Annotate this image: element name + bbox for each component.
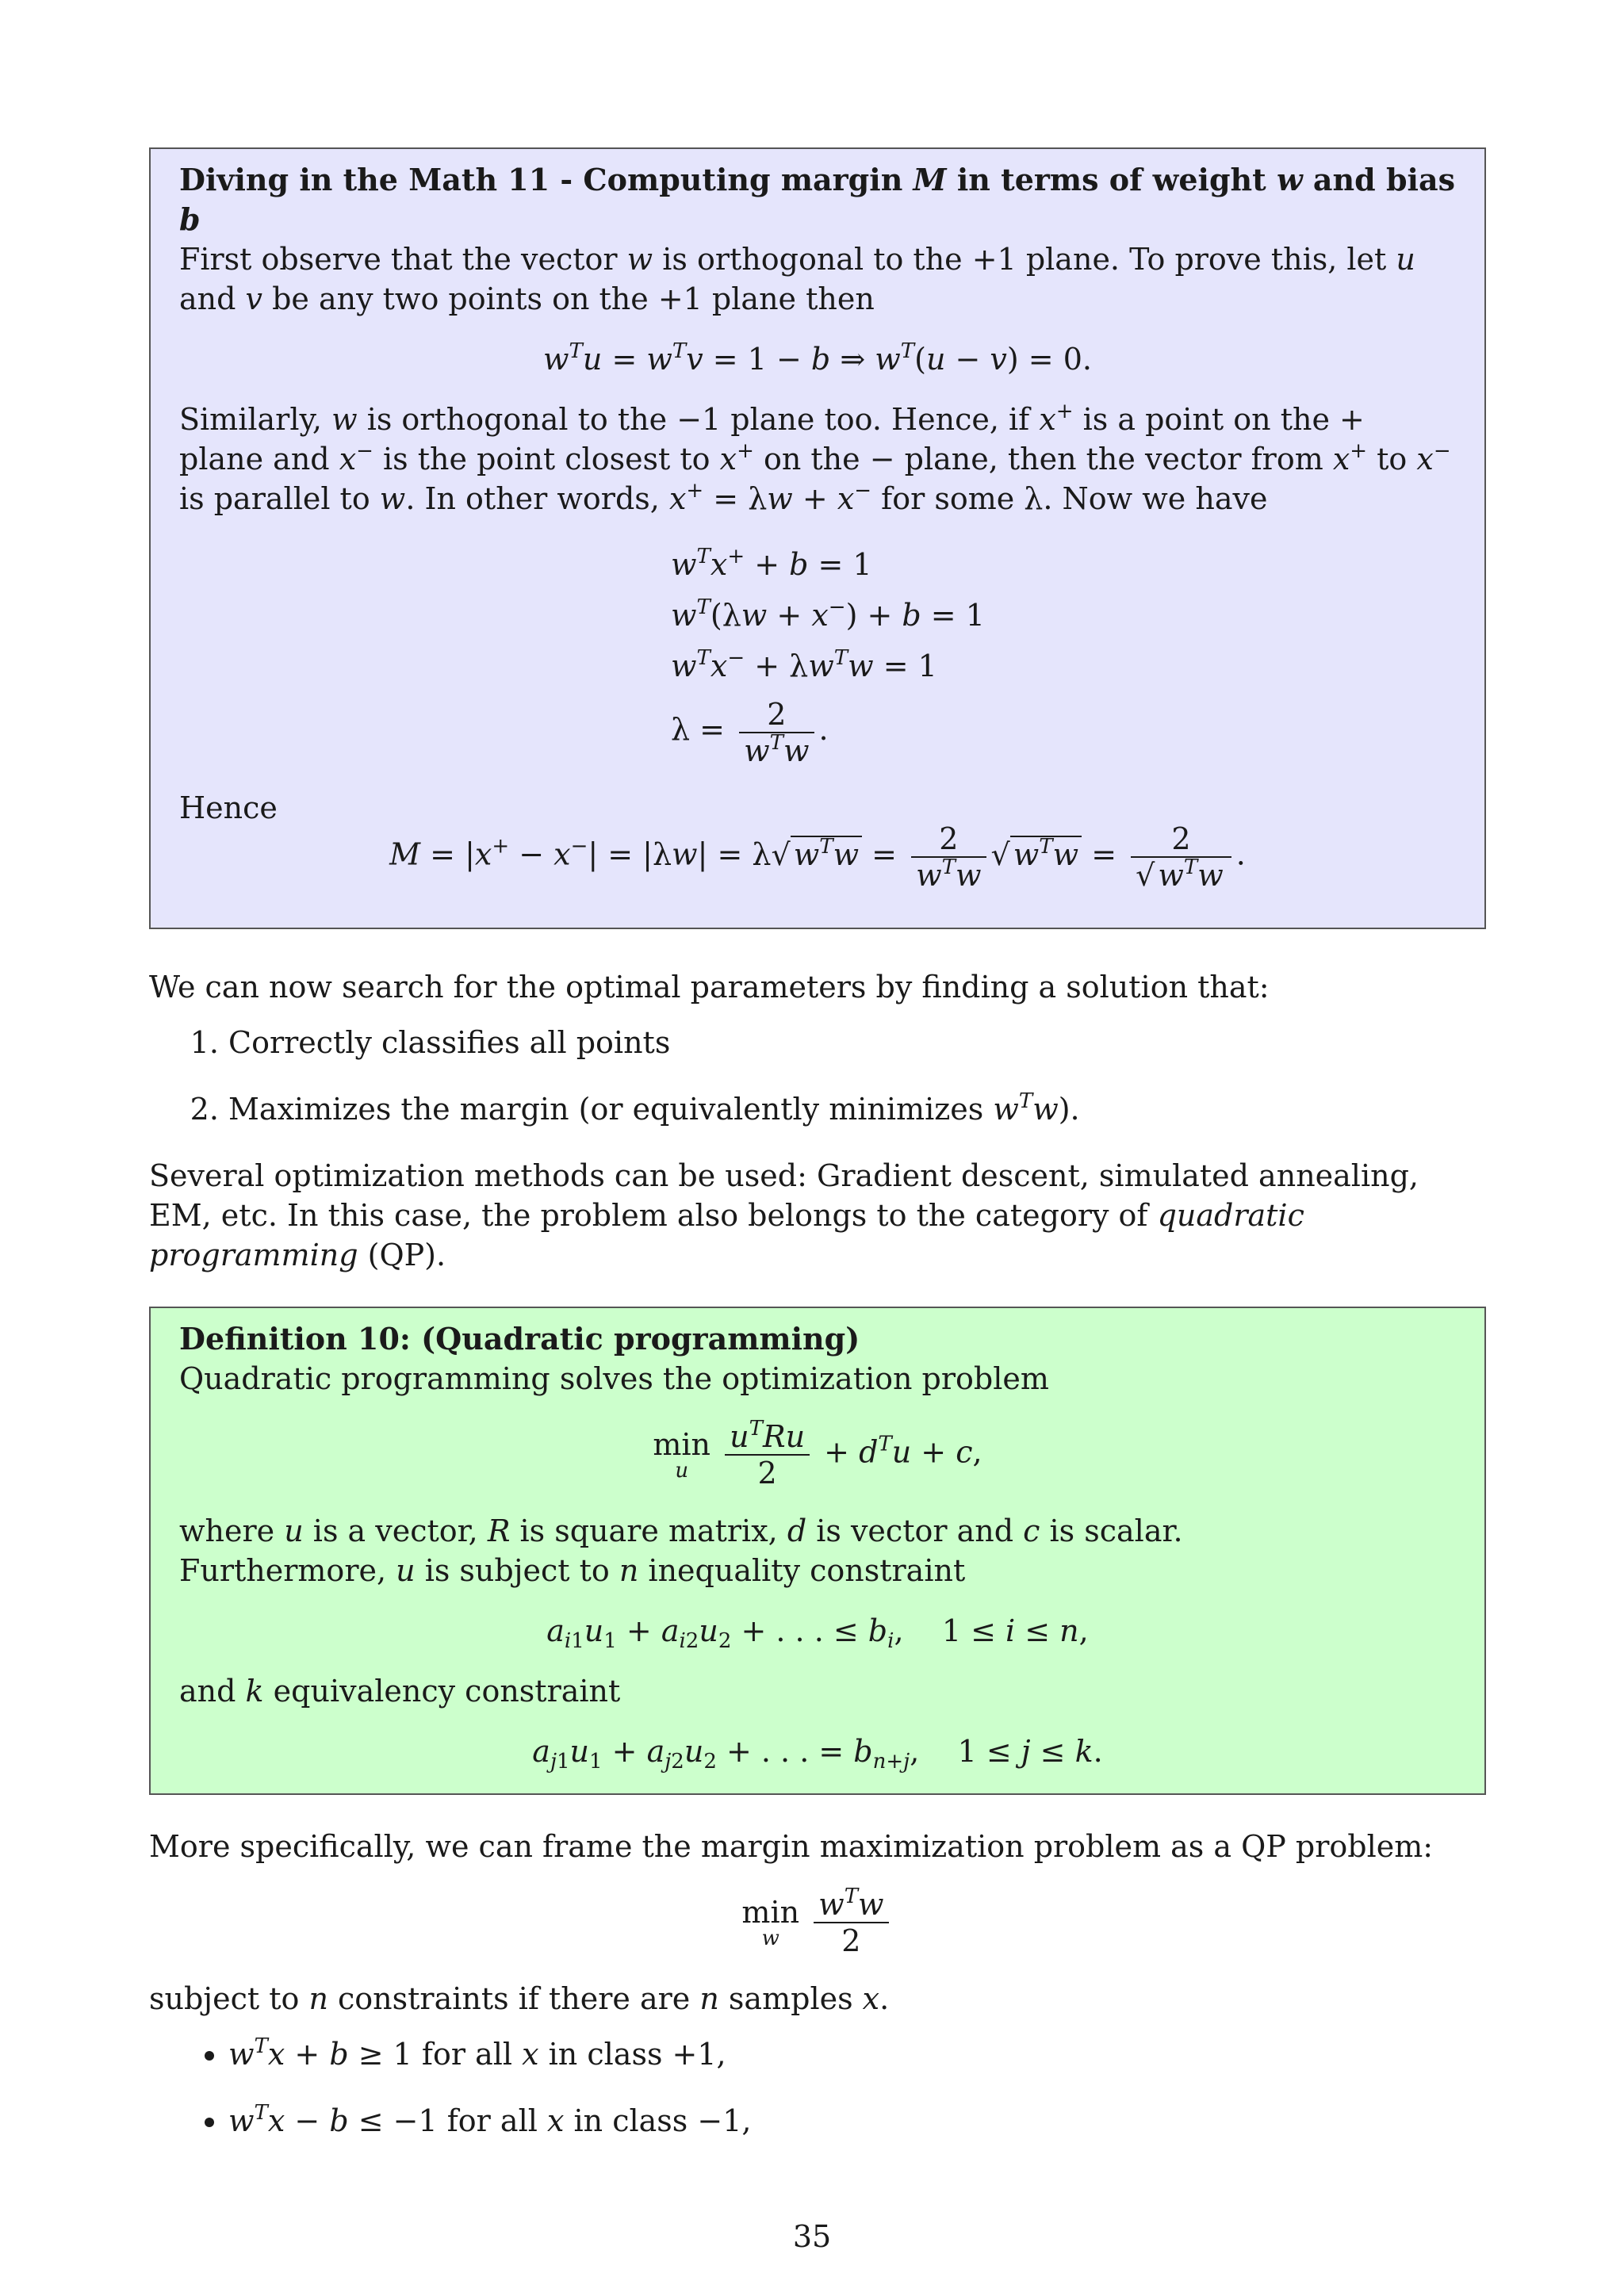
definition-box (149, 1307, 1486, 1795)
equality-constraint: $a_{j1}u_1 + a_{j2}u_2$ + . . . = $b_{n+j}$, 1 ≤ j ≤ k. (532, 1734, 1103, 1774)
margin-equation: M = |x+ − x−| = |λw| = λ√ $w^Tw$ = $\frac{2}{w^Tw}$ √ $w^Tw$ = $\frac{2}{√ w^Tw}$ . (389, 821, 1246, 893)
list-item: 2. Maximizes the margin (or equivalently minimizes $w^Tw$). (228, 1089, 1486, 1129)
math-box-hence: Hence (179, 790, 278, 825)
paragraph-qp-frame: More specifically, we can frame the margin maximization problem as a QP problem: (149, 1829, 1434, 1864)
definition-intro: Quadratic programming solves the optimization problem (179, 1361, 1049, 1396)
paragraph-subject: subject to n constraints if there are n samples x. (149, 1981, 890, 2016)
lambda-derivation: $w^Tx^+ + b = 1$ $w^T(\lambda w + x^-) + b = 1$ $w^Tx^- + \lambda w^Tw = 1$ λ = $\frac{2}{w^Tw}$ . (671, 545, 985, 768)
orthogonality-equation: $w^Tu = w^Tv = 1 - b$ ⇒ $w^T(u - v) = 0$. (543, 339, 1092, 377)
list-item: • $w^Tx - b \le -1$ for all x in class −1, (228, 2101, 1486, 2141)
math-box (149, 147, 1486, 929)
definition-further: Furthermore, u is subject to n inequality constraint (179, 1553, 966, 1588)
page-content (149, 147, 1486, 2168)
qp-objective: min u $\frac{u^TRu}{2}$ + $d^Tu + c$, (653, 1417, 982, 1490)
math-box-title: Diving in the Math 11 - Computing margin M in terms of weight w and bias b (179, 162, 1455, 237)
list-item: 1. Correctly classifies all points (228, 1023, 1486, 1062)
margin-qp-objective: min w $\frac{w^Tw}{2}$ (149, 1887, 1486, 1958)
constraint-list (149, 2034, 1486, 2141)
math-box-intro: First observe that the vector w is orthogonal to the +1 plane. To prove this, let u and v be any two points on the +1 plane then (179, 242, 1415, 316)
definition-and: and k equivalency constraint (179, 1674, 621, 1709)
paragraph-methods: Several optimization methods can be used: Gradient descent, simulated annealing, EM, etc. In this case, the problem also belongs to the category of quadratic programming (QP). (149, 1158, 1419, 1272)
paragraph-search: We can now search for the optimal parameters by finding a solution that: (149, 970, 1270, 1004)
inequality-constraint: $a_{i1}u_1 + a_{i2}u_2$ + . . . ≤ $b_i$, 1 ≤ i ≤ n, (546, 1613, 1089, 1653)
list-item: • $w^Tx + b \ge 1$ for all x in class +1, (228, 2034, 1486, 2074)
criteria-list (149, 1023, 1486, 1129)
page-number: 35 (792, 2219, 832, 2254)
definition-title: Definition 10: (Quadratic programming) (179, 1321, 860, 1357)
math-box-similarly: Similarly, w is orthogonal to the −1 plane too. Hence, if x+ is a point on the + plane and x− is the point closest to x+ on the − plane, then the vector from x+ to x− is parallel to w. In other words, x+ = λw + x− for some λ. Now we have (179, 400, 1451, 516)
definition-where: where u is a vector, R is square matrix, d is vector and c is scalar. (179, 1513, 1183, 1548)
